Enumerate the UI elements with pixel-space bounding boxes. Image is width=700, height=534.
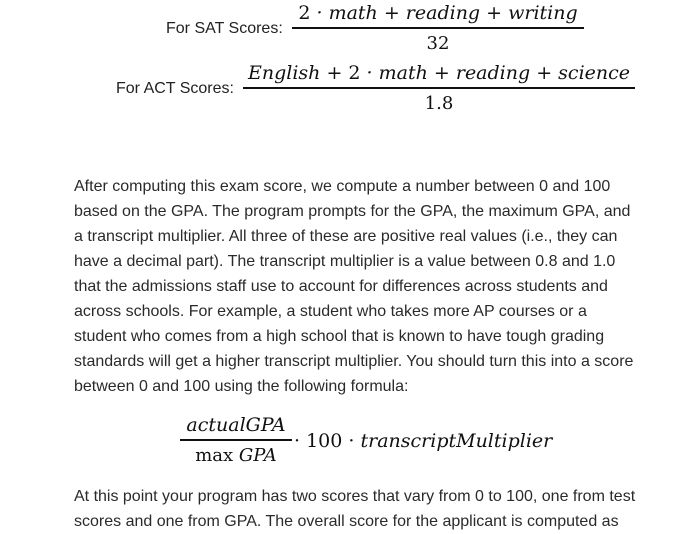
- closing-paragraph: [74, 484, 674, 534]
- act-label: For ACT Scores:: [116, 80, 234, 97]
- paragraph-line: based on the GPA. The program prompts for the GPA, the maximum GPA, and: [74, 203, 631, 220]
- sat-fraction-bar: [292, 27, 584, 29]
- gpa-numerator: actualGPA: [186, 414, 286, 436]
- gpa-multiplier-expression: · 100 · transcriptMultiplier: [294, 430, 553, 452]
- paragraph-line: scores and one from GPA. The overall score for the applicant is computed as: [74, 513, 619, 530]
- sat-label: For SAT Scores:: [166, 20, 283, 37]
- gpa-fraction-bar: [180, 439, 292, 441]
- act-fraction-bar: [243, 87, 635, 89]
- act-fraction: [243, 62, 635, 114]
- paragraph-line: a transcript multiplier. All three of these are positive real values (i.e., they can: [74, 228, 618, 245]
- paragraph-line: At this point your program has two scores that vary from 0 to 100, one from test: [74, 488, 636, 505]
- paragraph-line: After computing this exam score, we compute a number between 0 and 100: [74, 178, 611, 195]
- gpa-explanation-paragraph: [74, 174, 674, 399]
- gpa-denominator: max GPA: [195, 444, 277, 466]
- sat-denominator: 32: [426, 32, 450, 54]
- paragraph-line: have a decimal part). The transcript multiplier is a value between 0.8 and 1.0: [74, 253, 616, 270]
- sat-numerator: 2 · math + reading + writing: [298, 2, 578, 24]
- paragraph-line: standards will get a higher transcript multiplier. You should turn this into a score: [74, 353, 634, 370]
- paragraph-line: student who comes from a high school that is known to have tough grading: [74, 328, 605, 345]
- paragraph-line: across schools. For example, a student who takes more AP courses or a: [74, 303, 587, 320]
- act-numerator: English + 2 · math + reading + science: [247, 62, 631, 84]
- act-denominator: 1.8: [424, 92, 454, 114]
- paragraph-line: that the admissions staff use to account for differences across students and: [74, 278, 608, 295]
- paragraph-line: between 0 and 100 using the following formula:: [74, 378, 409, 395]
- sat-fraction: [292, 2, 584, 54]
- gpa-fraction: [180, 414, 292, 466]
